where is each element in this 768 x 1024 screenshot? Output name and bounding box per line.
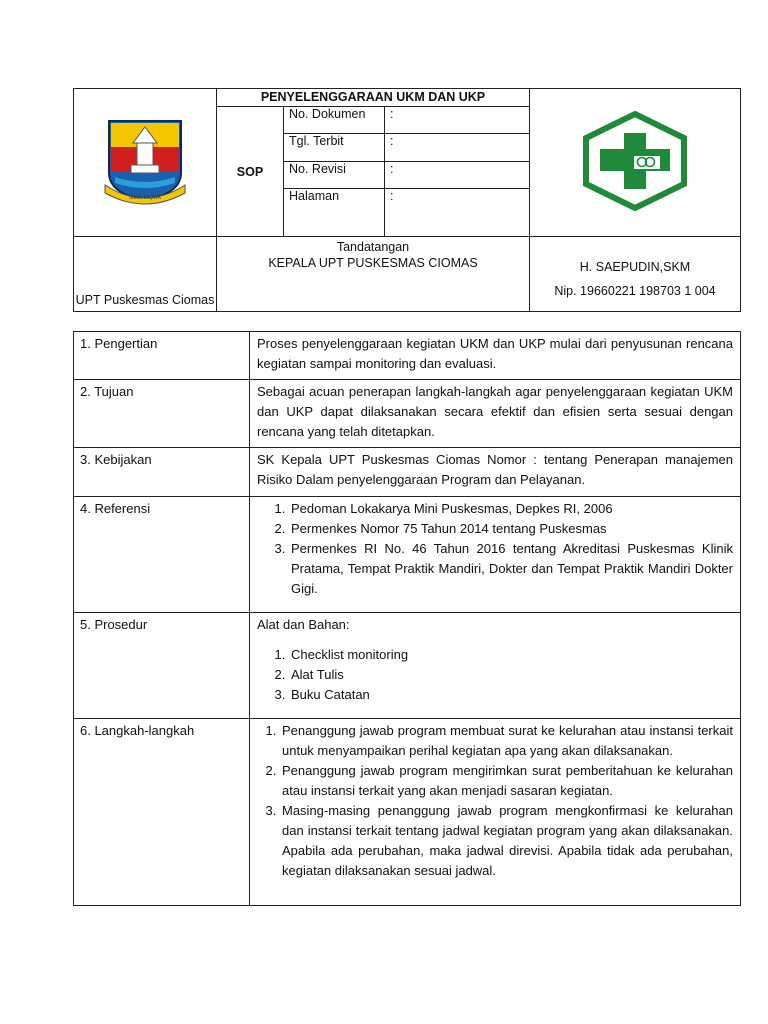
table-row xyxy=(74,613,741,719)
signer-cell xyxy=(530,237,741,312)
section-label-tujuan: 2. Tujuan xyxy=(74,380,250,448)
meta-value-no-revisi: : xyxy=(385,162,530,189)
section-content-referensi xyxy=(250,497,741,613)
signer-name: H. SAEPUDIN,SKM xyxy=(579,260,691,274)
meta-label-no-revisi: No. Revisi xyxy=(284,162,385,189)
referensi-list xyxy=(257,499,733,599)
signer-nip: Nip. 19660221 198703 1 004 xyxy=(554,284,716,298)
meta-value-halaman: : xyxy=(385,189,530,237)
prosedur-list xyxy=(257,645,733,705)
section-label-pengertian: 1. Pengertian xyxy=(74,332,250,380)
sop-content-table xyxy=(73,331,741,906)
list-item: 1. Penanggung jawab program membuat surat ke kelurahan atau instansi terkait untuk menyampaikan perihal kegiatan apa yang akan dilaksanakan. xyxy=(280,721,733,761)
meta-label-tgl-terbit: Tgl. Terbit xyxy=(284,134,385,162)
table-row xyxy=(74,332,741,380)
meta-label-no-dokumen: No. Dokumen xyxy=(284,107,385,134)
section-label-kebijakan: 3. Kebijakan xyxy=(74,448,250,497)
section-label-langkah: 6. Langkah-langkah xyxy=(74,719,250,906)
list-item: 2. Permenkes Nomor 75 Tahun 2014 tentang Puskesmas xyxy=(289,519,733,539)
sop-header-table xyxy=(73,88,741,312)
section-text-pengertian: Proses penyelenggaraan kegiatan UKM dan UKP mulai dari penyusunan rencana kegiatan sampai monitoring dan evaluasi. xyxy=(250,332,741,380)
section-text-kebijakan: SK Kepala UPT Puskesmas Ciomas Nomor : tentang Penerapan manajemen Risiko Dalam penyelenggaraan Program dan Pelayanan. xyxy=(250,448,741,497)
puskesmas-logo-icon xyxy=(580,111,690,211)
meta-value-tgl-terbit: : xyxy=(385,134,530,162)
table-row xyxy=(74,380,741,448)
list-item: 2. Alat Tulis xyxy=(289,665,733,685)
meta-label-halaman: Halaman xyxy=(284,189,385,237)
list-item: 1. Pedoman Lokakarya Mini Puskesmas, Depkes RI, 2006 xyxy=(289,499,733,519)
regional-logo-cell xyxy=(74,89,217,237)
section-content-langkah xyxy=(250,719,741,906)
meta-value-no-dokumen: : xyxy=(385,107,530,134)
signature-cell xyxy=(217,237,530,312)
section-text-tujuan: Sebagai acuan penerapan langkah-langkah agar penyelenggaraan kegiatan UKM dan UKP dapat dilaksanakan secara efektif dan efisien serta sesuai dengan rencana yang telah ditetapkan. xyxy=(250,380,741,448)
list-item: 2. Penanggung jawab program mengirimkan surat pemberitahuan ke kelurahan atau instansi terkait yang akan menjadi sasaran kegiatan. xyxy=(280,761,733,801)
sop-label: SOP xyxy=(217,107,284,237)
list-item: 3. Masing-masing penanggung jawab program mengkonfirmasi ke kelurahan dan instansi terkait tentang jadwal kegiatan program yang akan dilaksanakan. Apabila ada perubahan, maka jadwal direvisi. Apabila tidak ada perubahan, kegiatan dilaksanakan sesuai jadwal. xyxy=(280,801,733,881)
regional-logo-motto: IMAN TAQWA xyxy=(129,195,161,201)
table-row xyxy=(74,448,741,497)
document-title: PENYELENGGARAAN UKM DAN UKP xyxy=(217,89,530,107)
regional-emblem-icon xyxy=(103,115,187,207)
list-item: 1. Checklist monitoring xyxy=(289,645,733,665)
table-row xyxy=(74,719,741,906)
prosedur-intro: Alat dan Bahan: xyxy=(257,617,350,632)
langkah-list xyxy=(257,721,733,881)
table-row xyxy=(74,497,741,613)
signature-role: KEPALA UPT PUSKESMAS CIOMAS xyxy=(268,256,478,270)
signature-label: Tandatangan xyxy=(336,240,410,254)
section-label-prosedur: 5. Prosedur xyxy=(74,613,250,719)
list-item: 3. Permenkes RI No. 46 Tahun 2016 tentang Akreditasi Puskesmas Klinik Pratama, Tempat Praktik Mandiri, Dokter dan Tempat Praktik Mandiri Dokter Gigi. xyxy=(289,539,733,599)
org-name: UPT Puskesmas Ciomas xyxy=(74,237,217,312)
section-content-prosedur xyxy=(250,613,741,719)
section-label-referensi: 4. Referensi xyxy=(74,497,250,613)
puskesmas-logo-cell xyxy=(530,89,741,237)
list-item: 3. Buku Catatan xyxy=(289,685,733,705)
